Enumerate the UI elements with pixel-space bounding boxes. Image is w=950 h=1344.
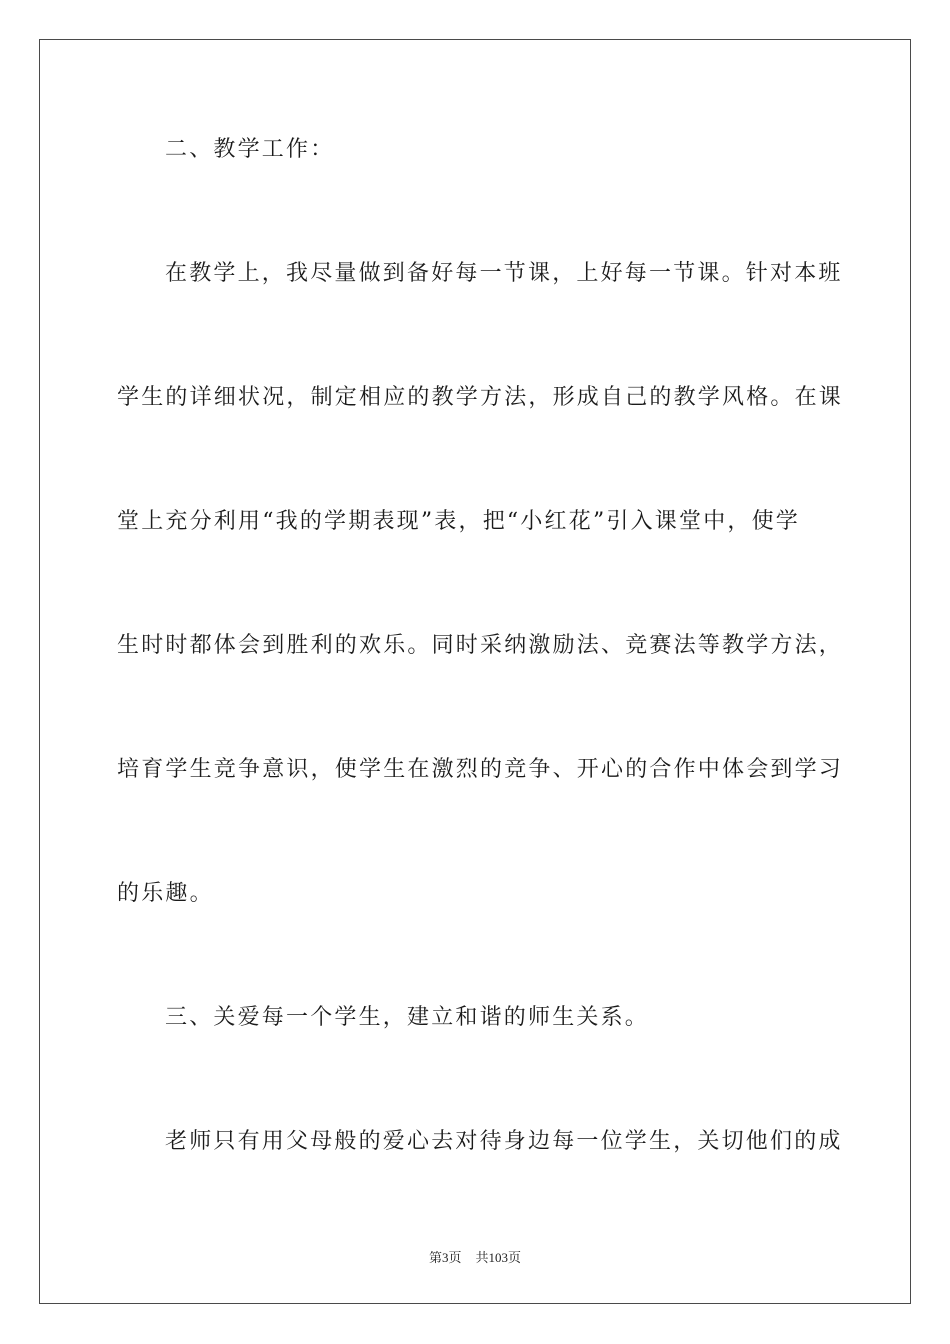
paragraph-line: 培育学生竞争意识，使学生在激烈的竞争、开心的合作中体会到学习 — [117, 757, 844, 782]
paragraph-line: 的乐趣。 — [117, 881, 214, 906]
paragraph-line: 堂上充分利用“我的学期表现”表，把“小红花”引入课堂中，使学 — [117, 509, 800, 534]
paragraph-line: 学生的详细状况，制定相应的教学方法，形成自己的教学风格。在课 — [117, 385, 844, 410]
page-border — [39, 39, 911, 1304]
total-pages: 共103页 — [475, 1250, 522, 1265]
page-number: 第3页 — [428, 1250, 462, 1265]
section-heading-teaching: 二、教学工作： — [165, 137, 335, 162]
paragraph-line: 在教学上，我尽量做到备好每一节课，上好每一节课。针对本班 — [165, 261, 843, 286]
page-footer — [0, 1250, 950, 1266]
section-heading-care: 三、关爱每一个学生，建立和谐的师生关系。 — [165, 1005, 650, 1030]
paragraph-line: 老师只有用父母般的爱心去对待身边每一位学生，关切他们的成 — [165, 1129, 843, 1154]
paragraph-line: 生时时都体会到胜利的欢乐。同时采纳激励法、竞赛法等教学方法， — [117, 633, 844, 658]
